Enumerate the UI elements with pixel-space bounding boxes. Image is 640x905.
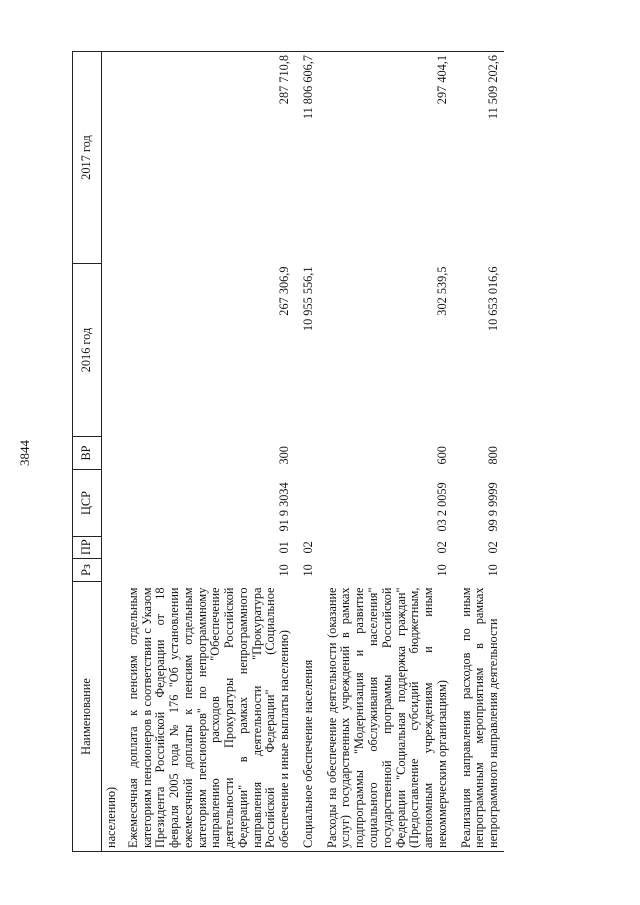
row-name: Социальное обеспечение населения	[295, 582, 319, 852]
row-csr: 03 2 0059	[434, 482, 449, 532]
header-2016: 2016 год	[73, 264, 102, 437]
header-name: Наименование	[73, 582, 102, 852]
page-number-text: 3844	[17, 440, 32, 466]
table-row	[453, 52, 504, 852]
row-pr: 02	[486, 541, 501, 554]
row-csr	[102, 470, 125, 537]
rotated-table-container	[72, 52, 602, 852]
table-header-row	[73, 52, 102, 852]
table-row	[319, 52, 453, 852]
header-rz: Рз	[73, 559, 102, 582]
row-vr	[295, 437, 319, 470]
row-name: Расходы на обеспечение деятельности (оказание услуг) государственных учреждений в рамках подпрограммы "Модернизация и развитие социального обслуживания населения" государственной программы Российской Федерации "Социальная поддержка граждан" (Предоставление субсидий бюджетным, автономным учреждениям и иным некоммерческим организациям)	[319, 582, 453, 852]
row-vr: 800	[486, 446, 501, 465]
row-rz: 10	[277, 564, 292, 577]
row-2016: 10 955 556,1	[300, 266, 315, 332]
row-vr: 600	[434, 446, 449, 465]
row-2017: 297 404,1	[319, 52, 453, 264]
row-rz: 10	[434, 564, 449, 577]
row-name: населению)	[102, 582, 125, 852]
row-2016: 302 539,5	[434, 266, 449, 316]
row-pr: 02	[434, 541, 449, 554]
row-name: Реализация направления расходов по иным непрограммным мероприятиям в рамках непрограммного направления деятельности	[453, 582, 504, 852]
header-pr: ПР	[73, 537, 102, 559]
row-2017	[102, 52, 125, 264]
row-2016: 267 306,9	[277, 266, 292, 316]
row-pr: 01	[277, 541, 292, 554]
table-row	[295, 52, 319, 852]
table-row	[125, 52, 295, 852]
row-csr: 99 9 9999	[486, 482, 501, 532]
table-row	[102, 52, 125, 852]
row-2017: 11 509 202,6	[453, 52, 504, 264]
row-pr: 02	[300, 541, 315, 554]
row-2016: 10 653 016,6	[486, 266, 501, 332]
row-vr: 300	[277, 446, 292, 465]
row-csr	[295, 470, 319, 537]
budget-table	[72, 51, 504, 852]
row-rz	[102, 559, 125, 582]
header-csr: ЦСР	[73, 470, 102, 537]
row-2017: 287 710,8	[125, 52, 295, 264]
row-2017: 11 806 606,7	[295, 52, 319, 264]
row-name: Ежемесячная доплата к пенсиям отдельным категориям пенсионеров в соответствии с Указом Президента Российской Федерации от 18 февраля 2005 года № 176 "Об установлении ежемесячной доплаты к пенсиям отдельным категориям пенсионеров" по непрограммному направлению расходов "Обеспечение деятельности Прокуратуры Российской Федерации" в рамках непрограммного направления деятельности "Прокуратура Российской Федерации" (Социальное обеспечение и иные выплаты населению)	[125, 582, 295, 852]
row-rz: 10	[300, 564, 315, 577]
header-2017: 2017 год	[73, 52, 102, 264]
row-2016	[102, 264, 125, 437]
row-pr	[102, 537, 125, 559]
header-vr: ВР	[73, 437, 102, 470]
row-rz: 10	[486, 564, 501, 577]
row-csr: 91 9 3034	[277, 482, 292, 532]
row-vr	[102, 437, 125, 470]
